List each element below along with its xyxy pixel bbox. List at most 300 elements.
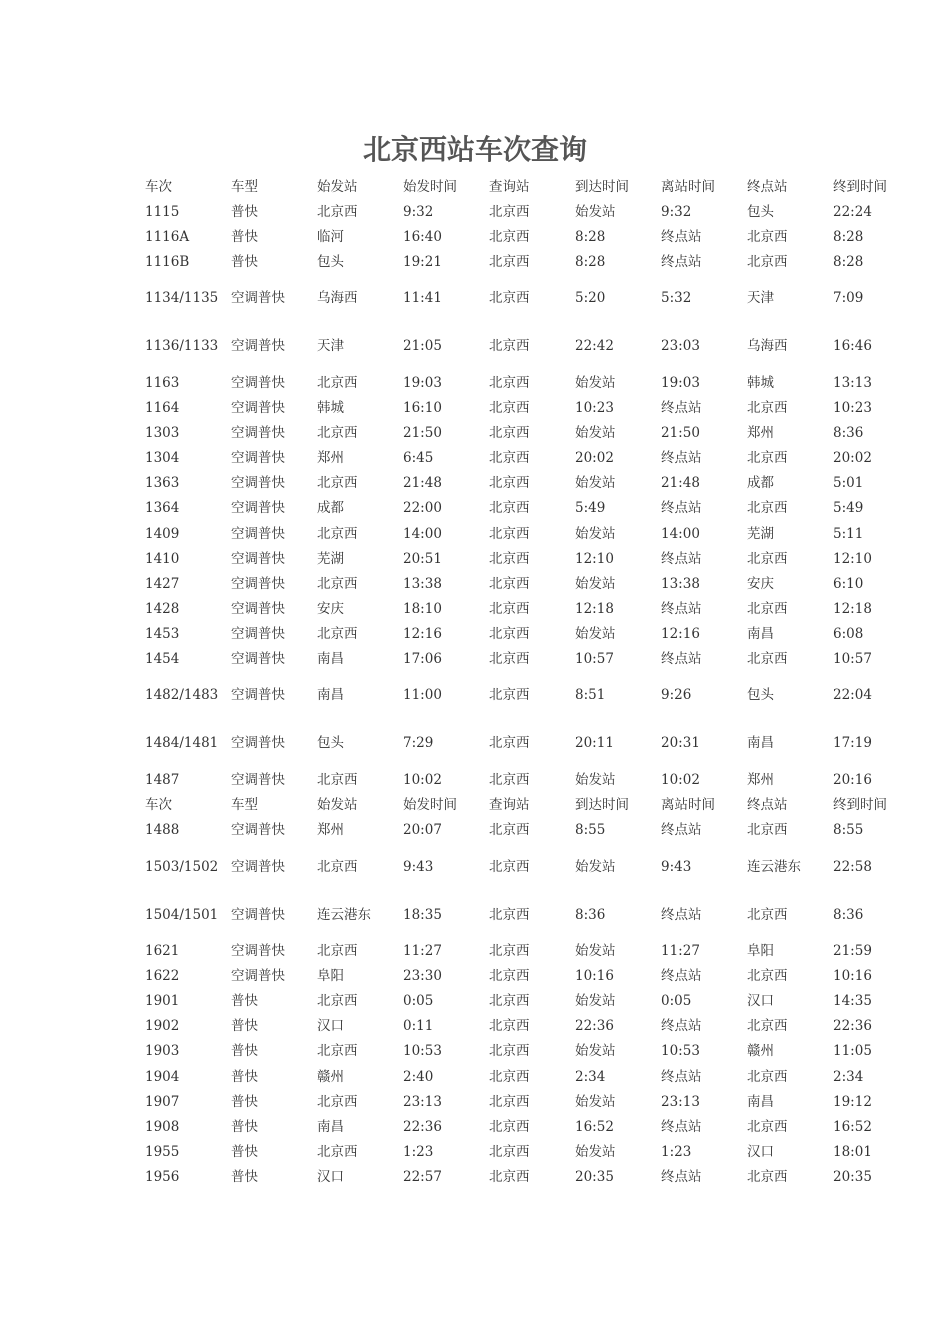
table-cell: 车型 [231,179,258,195]
table-row [0,966,950,986]
table-header [0,795,950,815]
table-row [0,1167,950,1187]
table-cell: 北京西 [317,993,358,1009]
table-cell: 10:02 [403,772,442,788]
table-cell: 20:35 [833,1169,872,1185]
table-cell: 21:59 [833,943,872,959]
table-cell: 1410 [145,551,180,567]
table-cell: 空调普快 [231,500,285,516]
table-cell: 北京西 [747,822,788,838]
table-cell: 终点站 [661,601,702,617]
table-cell: 空调普快 [231,687,285,703]
table-cell: 赣州 [317,1069,344,1085]
table-cell: 北京西 [747,500,788,516]
table-cell: 北京西 [747,1069,788,1085]
table-cell: 1488 [145,822,180,838]
table-cell: 19:03 [403,375,442,391]
table-cell: 1115 [145,204,180,220]
table-cell: 21:48 [403,475,442,491]
table-cell: 8:36 [833,425,864,441]
table-row [0,423,950,443]
table-cell: 11:27 [661,943,700,959]
table-cell: 1136/1133 [145,338,219,354]
table-cell: 11:27 [403,943,442,959]
table-cell: 安庆 [317,601,344,617]
table-cell: 北京西 [489,576,530,592]
table-cell: 北京西 [747,1119,788,1135]
table-cell: 22:04 [833,687,872,703]
table-cell: 空调普快 [231,425,285,441]
table-row [0,336,950,356]
table-cell: 1303 [145,425,180,441]
table-cell: 始发站 [575,626,616,642]
table-cell: 10:02 [661,772,700,788]
table-cell: 北京西 [317,204,358,220]
table-cell: 始发站 [575,1043,616,1059]
table-cell: 北京西 [489,375,530,391]
table-cell: 0:05 [661,993,692,1009]
table-cell: 终点站 [661,551,702,567]
table-cell: 安庆 [747,576,774,592]
table-cell: 空调普快 [231,290,285,306]
table-cell: 20:07 [403,822,442,838]
table-cell: 连云港东 [317,907,371,923]
table-cell: 1482/1483 [145,687,219,703]
table-cell: 10:57 [575,651,614,667]
table-cell: 1901 [145,993,180,1009]
table-cell: 普快 [231,1043,258,1059]
table-cell: 1427 [145,576,180,592]
table-cell: 始发时间 [403,797,457,813]
table-cell: 1622 [145,968,180,984]
table-cell: 1:23 [661,1144,692,1160]
table-cell: 20:31 [661,735,700,751]
table-cell: 北京西 [747,450,788,466]
table-cell: 21:48 [661,475,700,491]
table-cell: 北京西 [489,943,530,959]
table-cell: 8:28 [833,254,864,270]
table-cell: 北京西 [747,601,788,617]
table-cell: 5:20 [575,290,606,306]
table-cell: 12:10 [833,551,872,567]
table-cell: 12:16 [661,626,700,642]
table-cell: 终点站 [661,1018,702,1034]
table-cell: 22:24 [833,204,872,220]
table-cell: 车型 [231,797,258,813]
table-cell: 乌海西 [747,338,788,354]
table-cell: 16:10 [403,400,442,416]
table-cell: 1955 [145,1144,180,1160]
table-cell: 14:00 [661,526,700,542]
table-cell: 1363 [145,475,180,491]
table-cell: 1:23 [403,1144,434,1160]
table-cell: 北京西 [489,425,530,441]
table-cell: 郑州 [747,772,774,788]
table-cell: 普快 [231,1069,258,1085]
table-row [0,770,950,790]
table-cell: 始发站 [575,993,616,1009]
table-row [0,473,950,493]
table-cell: 普快 [231,1018,258,1034]
table-cell: 11:05 [833,1043,872,1059]
table-cell: 始发站 [575,943,616,959]
table-cell: 23:13 [661,1094,700,1110]
table-cell: 18:01 [833,1144,872,1160]
table-cell: 北京西 [489,500,530,516]
table-cell: 始发站 [317,797,358,813]
table-cell: 1364 [145,500,180,516]
table-cell: 23:13 [403,1094,442,1110]
table-row [0,398,950,418]
table-cell: 芜湖 [747,526,774,542]
table-cell: 22:42 [575,338,614,354]
table-row [0,448,950,468]
table-cell: 空调普快 [231,526,285,542]
table-cell: 北京西 [317,425,358,441]
table-cell: 到达时间 [575,797,629,813]
table-cell: 1116A [145,229,190,245]
table-cell: 13:13 [833,375,872,391]
table-cell: 北京西 [489,859,530,875]
table-cell: 北京西 [489,1169,530,1185]
table-cell: 空调普快 [231,375,285,391]
table-cell: 空调普快 [231,822,285,838]
table-row [0,252,950,272]
table-cell: 1903 [145,1043,180,1059]
table-cell: 北京西 [489,1144,530,1160]
table-cell: 16:46 [833,338,872,354]
table-cell: 阜阳 [317,968,344,984]
table-cell: 北京西 [317,1094,358,1110]
table-cell: 1163 [145,375,180,391]
table-cell: 北京西 [747,1169,788,1185]
table-row [0,905,950,925]
table-row [0,1016,950,1036]
table-cell: 终点站 [661,400,702,416]
table-cell: 19:12 [833,1094,872,1110]
table-cell: 9:43 [661,859,692,875]
table-cell: 1453 [145,626,180,642]
table-row [0,1041,950,1061]
table-cell: 普快 [231,1169,258,1185]
table-cell: 1487 [145,772,180,788]
table-cell: 19:03 [661,375,700,391]
table-cell: 10:57 [833,651,872,667]
table-cell: 6:45 [403,450,434,466]
table-cell: 北京西 [489,1043,530,1059]
table-cell: 1116B [145,254,190,270]
table-cell: 普快 [231,204,258,220]
table-cell: 20:16 [833,772,872,788]
table-cell: 空调普快 [231,859,285,875]
table-cell: 5:32 [661,290,692,306]
table-cell: 0:05 [403,993,434,1009]
table-cell: 北京西 [317,475,358,491]
table-cell: 始发站 [575,526,616,542]
table-row [0,1092,950,1112]
table-cell: 22:36 [575,1018,614,1034]
table-cell: 空调普快 [231,400,285,416]
table-cell: 2:34 [833,1069,864,1085]
table-cell: 空调普快 [231,968,285,984]
table-cell: 北京西 [747,968,788,984]
table-row [0,1117,950,1137]
table-cell: 1454 [145,651,180,667]
table-cell: 终点站 [661,651,702,667]
table-cell: 北京西 [747,651,788,667]
table-cell: 21:50 [661,425,700,441]
table-cell: 包头 [317,254,344,270]
table-cell: 汉口 [317,1169,344,1185]
table-cell: 空调普快 [231,450,285,466]
table-cell: 普快 [231,1094,258,1110]
table-cell: 成都 [747,475,774,491]
table-cell: 14:00 [403,526,442,542]
table-cell: 北京西 [489,772,530,788]
table-cell: 6:10 [833,576,864,592]
table-cell: 终点站 [747,179,788,195]
table-cell: 5:49 [833,500,864,516]
table-cell: 查询站 [489,797,530,813]
table-cell: 北京西 [317,576,358,592]
table-cell: 北京西 [747,229,788,245]
table-cell: 普快 [231,254,258,270]
table-cell: 芜湖 [317,551,344,567]
table-cell: 5:49 [575,500,606,516]
table-cell: 北京西 [489,1018,530,1034]
table-cell: 11:41 [403,290,442,306]
table-cell: 22:00 [403,500,442,516]
table-cell: 普快 [231,1144,258,1160]
table-cell: 始发站 [575,576,616,592]
table-cell: 北京西 [317,526,358,542]
table-cell: 成都 [317,500,344,516]
table-cell: 20:35 [575,1169,614,1185]
table-cell: 终点站 [661,229,702,245]
table-cell: 12:18 [575,601,614,617]
table-cell: 北京西 [489,475,530,491]
table-cell: 北京西 [489,400,530,416]
table-cell: 汉口 [317,1018,344,1034]
table-cell: 北京西 [489,735,530,751]
table-cell: 12:10 [575,551,614,567]
table-cell: 20:51 [403,551,442,567]
table-cell: 阜阳 [747,943,774,959]
table-cell: 北京西 [317,772,358,788]
table-cell: 10:53 [661,1043,700,1059]
table-cell: 1484/1481 [145,735,219,751]
table-cell: 北京西 [489,526,530,542]
table-row [0,373,950,393]
table-cell: 临河 [317,229,344,245]
table-cell: 10:23 [575,400,614,416]
table-cell: 8:36 [833,907,864,923]
table-cell: 乌海西 [317,290,358,306]
table-cell: 北京西 [489,1069,530,1085]
table-cell: 终点站 [661,1169,702,1185]
table-row [0,202,950,222]
table-cell: 12:18 [833,601,872,617]
table-cell: 车次 [145,797,172,813]
table-cell: 16:52 [833,1119,872,1135]
table-cell: 郑州 [317,450,344,466]
table-cell: 北京西 [317,626,358,642]
table-cell: 始发站 [575,204,616,220]
table-cell: 始发站 [575,375,616,391]
table-cell: 赣州 [747,1043,774,1059]
table-cell: 13:38 [661,576,700,592]
table-cell: 始发站 [575,425,616,441]
table-cell: 南昌 [317,651,344,667]
table-cell: 20:02 [833,450,872,466]
table-cell: 北京西 [489,338,530,354]
table-cell: 1504/1501 [145,907,219,923]
table-cell: 12:16 [403,626,442,642]
table-cell: 北京西 [489,229,530,245]
table-row [0,288,950,308]
table-cell: 始发站 [575,859,616,875]
table-cell: 南昌 [747,735,774,751]
table-cell: 1409 [145,526,180,542]
table-cell: 8:28 [575,254,606,270]
table-cell: 始发站 [317,179,358,195]
table-cell: 北京西 [747,1018,788,1034]
table-cell: 普快 [231,229,258,245]
table-cell: 终点站 [661,450,702,466]
table-cell: 1164 [145,400,180,416]
table-cell: 终点站 [661,1119,702,1135]
table-cell: 10:16 [575,968,614,984]
table-cell: 终点站 [661,254,702,270]
table-cell: 北京西 [489,993,530,1009]
table-cell: 8:28 [833,229,864,245]
table-cell: 20:02 [575,450,614,466]
table-cell: 到达时间 [575,179,629,195]
table-cell: 17:19 [833,735,872,751]
table-row [0,991,950,1011]
table-cell: 终点站 [661,1069,702,1085]
table-cell: 1902 [145,1018,180,1034]
table-cell: 9:43 [403,859,434,875]
table-cell: 北京西 [747,907,788,923]
table-cell: 空调普快 [231,651,285,667]
table-row [0,941,950,961]
table-cell: 天津 [747,290,774,306]
table-cell: 北京西 [317,859,358,875]
table-header [0,177,950,197]
table-cell: 空调普快 [231,626,285,642]
table-cell: 9:32 [403,204,434,220]
table-cell: 22:57 [403,1169,442,1185]
table-cell: 9:32 [661,204,692,220]
table-cell: 22:36 [403,1119,442,1135]
table-cell: 北京西 [489,907,530,923]
table-cell: 始发时间 [403,179,457,195]
table-cell: 离站时间 [661,797,715,813]
table-cell: 终点站 [661,500,702,516]
table-cell: 北京西 [747,400,788,416]
table-cell: 郑州 [747,425,774,441]
table-cell: 北京西 [489,450,530,466]
table-row [0,498,950,518]
table-cell: 始发站 [575,1094,616,1110]
table-cell: 1907 [145,1094,180,1110]
table-cell: 车次 [145,179,172,195]
table-cell: 10:53 [403,1043,442,1059]
table-cell: 始发站 [575,772,616,788]
table-cell: 1908 [145,1119,180,1135]
table-cell: 空调普快 [231,943,285,959]
table-cell: 20:11 [575,735,614,751]
table-cell: 始发站 [575,475,616,491]
table-cell: 终点站 [661,968,702,984]
table-cell: 空调普快 [231,735,285,751]
table-cell: 郑州 [317,822,344,838]
table-cell: 普快 [231,1119,258,1135]
table-cell: 始发站 [575,1144,616,1160]
table-row [0,685,950,705]
table-cell: 北京西 [489,204,530,220]
table-cell: 北京西 [489,551,530,567]
table-row [0,549,950,569]
table-cell: 16:52 [575,1119,614,1135]
table-cell: 1134/1135 [145,290,219,306]
table-cell: 包头 [317,735,344,751]
table-cell: 北京西 [489,822,530,838]
table-cell: 包头 [747,204,774,220]
table-cell: 1503/1502 [145,859,219,875]
table-cell: 空调普快 [231,338,285,354]
table-cell: 北京西 [317,1144,358,1160]
table-cell: 韩城 [317,400,344,416]
table-cell: 1621 [145,943,180,959]
table-cell: 汉口 [747,1144,774,1160]
table-cell: 16:40 [403,229,442,245]
table-row [0,733,950,753]
table-cell: 汉口 [747,993,774,1009]
table-cell: 空调普快 [231,551,285,567]
table-cell: 北京西 [317,943,358,959]
table-cell: 7:09 [833,290,864,306]
table-cell: 10:16 [833,968,872,984]
table-cell: 空调普快 [231,576,285,592]
table-cell: 19:21 [403,254,442,270]
table-cell: 1428 [145,601,180,617]
table-cell: 普快 [231,993,258,1009]
table-cell: 北京西 [489,1119,530,1135]
table-cell: 23:30 [403,968,442,984]
table-cell: 1304 [145,450,180,466]
table-cell: 北京西 [747,551,788,567]
table-cell: 空调普快 [231,772,285,788]
table-cell: 5:11 [833,526,864,542]
table-cell: 2:40 [403,1069,434,1085]
table-cell: 北京西 [489,254,530,270]
table-row [0,599,950,619]
table-cell: 10:23 [833,400,872,416]
table-cell: 北京西 [489,687,530,703]
table-cell: 22:58 [833,859,872,875]
table-cell: 5:01 [833,475,864,491]
table-cell: 北京西 [317,375,358,391]
table-cell: 7:29 [403,735,434,751]
table-cell: 8:51 [575,687,606,703]
table-cell: 21:05 [403,338,442,354]
table-cell: 终到时间 [833,179,887,195]
table-cell: 8:36 [575,907,606,923]
page-title: 北京西站车次查询 [362,133,587,166]
table-cell: 21:50 [403,425,442,441]
